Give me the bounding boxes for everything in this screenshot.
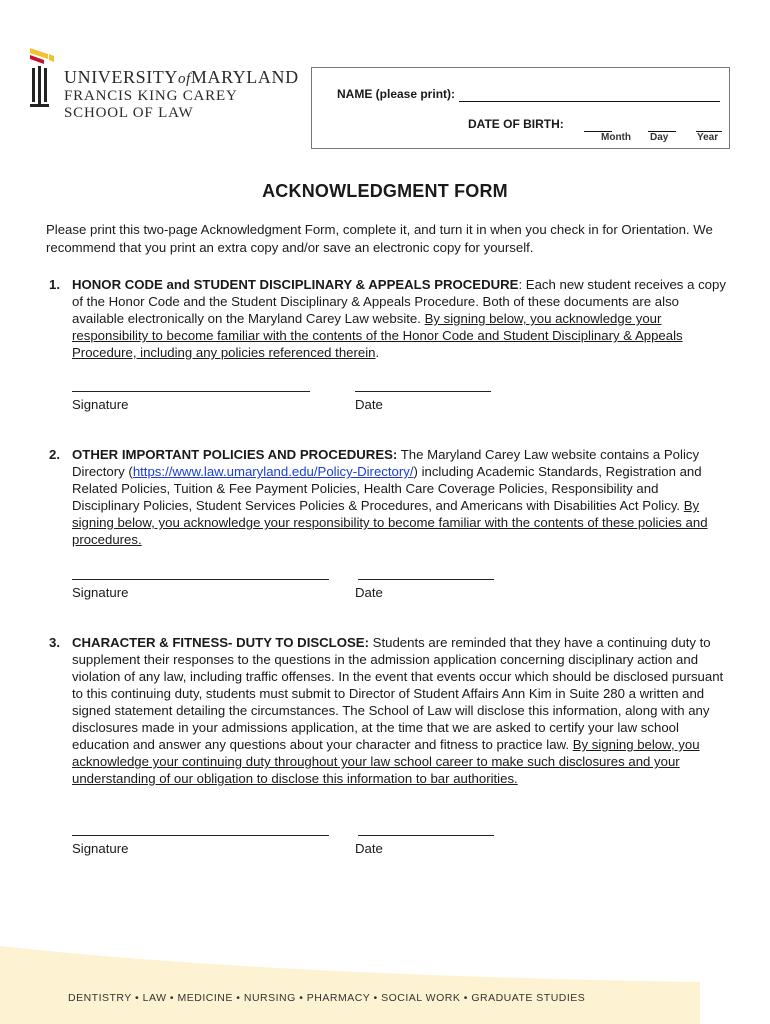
policy-directory-link[interactable]: https://www.law.umaryland.edu/Policy-Directory/ xyxy=(132,464,414,479)
date-label: Date xyxy=(355,585,383,600)
dob-year-caption: Year xyxy=(697,132,719,143)
section-acknowledgment: By signing below, you acknowledge your continuing duty throughout your law school career to make such disclosures and your understanding of our obligation to disclose this information to bar authorities. xyxy=(72,737,700,786)
date-label: Date xyxy=(355,397,383,412)
date-label: Date xyxy=(355,841,383,856)
section-heading: CHARACTER & FITNESS- DUTY TO DISCLOSE: xyxy=(72,635,369,650)
intro-paragraph: Please print this two-page Acknowledgment Form, complete it, and turn it in when you check in for Orientation. We recommend that you print an extra copy and/or save an electronic copy for yourself. xyxy=(46,222,713,255)
student-info-box xyxy=(311,67,730,149)
signature-label: Signature xyxy=(72,397,129,412)
section-body xyxy=(72,634,729,787)
section-text: : Each new student receives a copy of the Honor Code and the Student Disciplinary & Appeals Procedure. Both of these documents are also available electronically on the Maryland Carey Law website. xyxy=(72,277,726,326)
date-field[interactable] xyxy=(358,579,494,580)
date-field[interactable] xyxy=(355,391,491,392)
name-label: NAME (please print): xyxy=(337,87,456,101)
school-logo-mark-icon xyxy=(28,46,56,114)
dob-day-caption: Day xyxy=(650,132,669,143)
section-heading: OTHER IMPORTANT POLICIES AND PROCEDURES: xyxy=(72,447,398,462)
footer-wave-decoration xyxy=(0,938,770,1024)
section-body xyxy=(72,446,729,548)
date-field[interactable] xyxy=(358,835,494,836)
footer-schools-list: DENTISTRY • LAW • MEDICINE • NURSING • PHARMACY • SOCIAL WORK • GRADUATE STUDIES xyxy=(68,992,586,1004)
section-honor-code xyxy=(49,276,729,361)
page-title: ACKNOWLEDGMENT FORM xyxy=(262,181,508,201)
signature-field[interactable] xyxy=(72,835,329,836)
signature-row-3 xyxy=(72,835,572,875)
section-heading: HONOR CODE and STUDENT DISCIPLINARY & APPEALS PROCEDURE xyxy=(72,277,519,292)
signature-row-2 xyxy=(72,579,572,619)
signature-row-1 xyxy=(72,391,572,431)
signature-label: Signature xyxy=(72,841,129,856)
logo-school-subname: SCHOOL OF LAW xyxy=(64,105,194,121)
university-logo xyxy=(28,46,299,121)
logo-wordmark xyxy=(64,68,299,122)
section-number: 2. xyxy=(49,447,60,462)
logo-university-name: UNIVERSITYofMARYLAND xyxy=(64,67,299,87)
signature-field[interactable] xyxy=(72,579,329,580)
logo-school-name: FRANCIS KING CAREY xyxy=(64,88,238,104)
section-text: ) including Academic Standards, Registration and Related Policies, Tuition & Fee Payment Policies, Health Care Coverage Policies, Responsibility and Disciplinary Policies, Student Services Policies & Procedures, and Americans with Disabilities Act Policy. xyxy=(72,464,702,513)
section-body: HONOR CODE and STUDENT DISCIPLINARY & APPEALS PROCEDURE: Each new student receives a copy of the Honor Code and the Student Disciplinary & Appeals Procedure. Both of these documents are also available electronically on the Maryland Carey Law website. By signing below, you acknowledge your responsibility to become familiar with the contents of the Honor Code and Student Disciplinary & Appeals Procedure, including any policies referenced therein. xyxy=(72,277,726,360)
dob-label: DATE OF BIRTH: xyxy=(468,117,564,131)
section-acknowledgment: By signing below, you acknowledge your responsibility to become familiar with the contents of these policies and procedures. xyxy=(72,498,708,547)
dob-month-caption: Month xyxy=(601,132,631,143)
section-acknowledgment: By signing below, you acknowledge your responsibility to become familiar with the contents of the Honor Code and Student Disciplinary & Appeals Procedure, including any policies referenced therein xyxy=(72,311,683,360)
section-policies xyxy=(49,446,729,548)
name-field[interactable] xyxy=(459,101,720,102)
signature-label: Signature xyxy=(72,585,129,600)
section-text: The Maryland Carey Law website contains a Policy Directory ( xyxy=(72,447,700,479)
section-number: 3. xyxy=(49,635,60,650)
section-number: 1. xyxy=(49,277,60,292)
section-text: Students are reminded that they have a continuing duty to supplement their responses to the questions in the admission application concerning disciplinary action and violation of any law, including traffic offenses. In the event that events occur which should be disclosed pursuant to this continuing duty, students must submit to Director of Student Affairs Ann Kim in Suite 280 a written and signed statement detailing the circumstances. The School of Law will disclose this information, along with any disclosures made in your admissions application, at the time that we are asked to certify your law school education and answer any questions about your character and fitness to practice law. xyxy=(72,635,724,752)
section-character-fitness xyxy=(49,634,729,787)
signature-field[interactable] xyxy=(72,391,310,392)
